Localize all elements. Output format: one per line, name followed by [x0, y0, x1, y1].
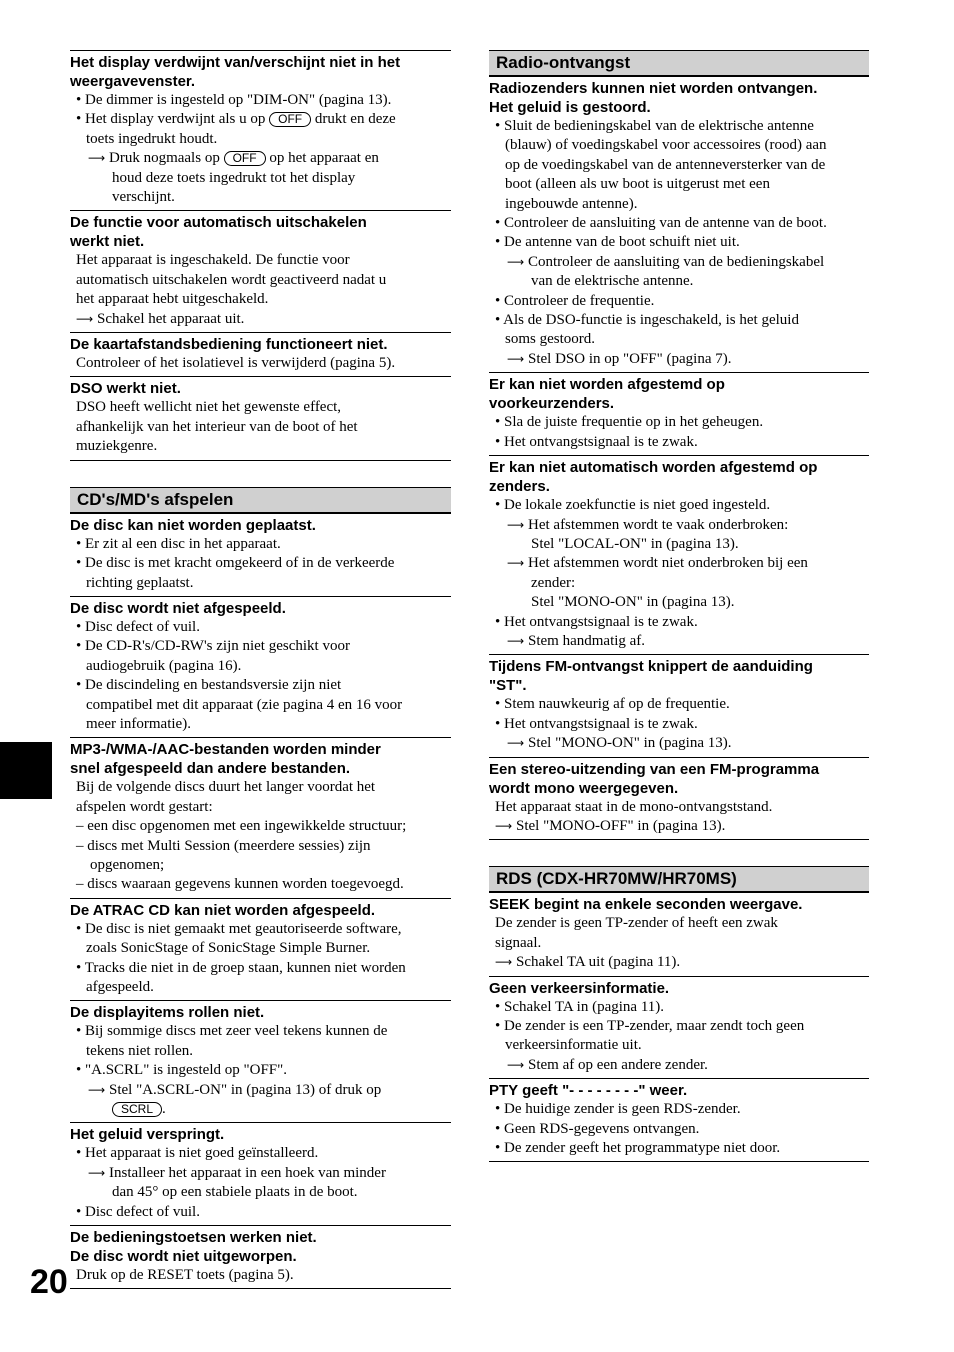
text-line	[489, 574, 869, 593]
text-line	[70, 574, 451, 593]
text-line	[70, 1061, 451, 1080]
text-line	[489, 1120, 869, 1139]
trouble-entry	[70, 1226, 451, 1289]
section-header: CD's/MD's afspelen	[70, 487, 451, 513]
line-text: opgenomen;	[90, 856, 165, 873]
problem-title: De disc kan niet worden geplaatst.	[70, 516, 316, 534]
line-text: • De antenne van de boot schuift niet uit.	[495, 234, 740, 251]
line-text: • De zender is een TP-zender, maar zendt toch geen	[495, 1018, 805, 1034]
problem-title: Het display verdwijnt van/verschijnt niet in het	[70, 54, 401, 71]
line-text: Stem handmatig af.	[528, 632, 646, 649]
solution-line	[489, 516, 869, 535]
solution-line	[70, 149, 451, 168]
line-text: • Stem nauwkeurig af op de frequentie.	[495, 696, 730, 713]
trouble-entry	[70, 50, 451, 211]
text-line	[70, 618, 451, 637]
text-line	[70, 1042, 451, 1061]
line-text: toets ingedrukt houdt.	[86, 130, 218, 147]
line-text: verkeersinformatie uit.	[505, 1037, 642, 1054]
text-line	[70, 837, 451, 856]
text-line	[70, 875, 451, 894]
line-text: – discs waaraan gegevens kunnen worden toegevoegd.	[76, 876, 404, 893]
line-text: verschijnt.	[112, 189, 175, 206]
solution-line	[489, 554, 869, 573]
problem-title: Het geluid verspringt.	[70, 1126, 225, 1144]
text-line	[489, 311, 869, 330]
text-line	[489, 496, 869, 515]
text-line	[70, 354, 451, 373]
text-line	[489, 1139, 869, 1158]
line-text: • Bij sommige discs met zeer veel tekens kunnen de	[76, 1023, 388, 1040]
solution-line	[489, 253, 869, 272]
line-text-continued: .	[162, 1101, 166, 1118]
line-text: • Het display verdwijnt als u op	[76, 111, 266, 128]
text-line	[70, 271, 451, 290]
section-tab-marker	[0, 742, 52, 799]
problem-title: De functie voor automatisch uitschakelen	[70, 214, 367, 232]
problem-title: weergavevenster.	[70, 73, 196, 90]
button-label-off: OFF	[224, 151, 266, 166]
section-header: Radio-ontvangst	[489, 50, 869, 76]
line-text: afspelen wordt gestart:	[76, 798, 213, 815]
line-text: • Controleer de aansluiting van de antenne van de boot.	[495, 215, 827, 232]
text-line	[70, 91, 451, 110]
line-text: Het apparaat staat in de mono-ontvangststand.	[495, 798, 773, 815]
solution-line	[489, 1056, 869, 1075]
text-line	[70, 939, 451, 958]
line-text: Bij de volgende discs duurt het langer voordat het	[76, 779, 376, 796]
trouble-entry	[489, 977, 869, 1080]
text-line	[70, 1183, 451, 1202]
arrow-right-icon: ⟶	[507, 254, 525, 269]
line-text: Stel "MONO-ON" in (pagina 13).	[528, 735, 732, 752]
line-text: • Geen RDS-gegevens ontvangen.	[495, 1120, 700, 1137]
text-line	[489, 914, 869, 933]
line-text: – discs met Multi Session (meerdere sessies) zijn	[76, 837, 371, 854]
text-line	[70, 169, 451, 188]
trouble-entry	[489, 892, 869, 976]
line-text: zender:	[531, 574, 576, 591]
text-line	[489, 117, 869, 136]
line-text: De zender is geen TP-zender of heeft een zwak	[495, 915, 778, 932]
problem-title: voorkeurzenders.	[489, 395, 615, 413]
text-line	[70, 110, 451, 129]
solution-line	[489, 953, 869, 972]
line-text: meer informatie).	[86, 715, 191, 732]
problem-title: "ST".	[489, 677, 527, 695]
solution-line	[489, 350, 869, 369]
text-line	[489, 798, 869, 817]
problem-title: snel afgespeeld dan andere bestanden.	[70, 760, 351, 778]
text-line	[70, 554, 451, 573]
line-text: • Het ontvangstsignaal is te zwak.	[495, 715, 698, 732]
line-text: • De discindeling en bestandsversie zijn niet	[76, 677, 342, 694]
problem-title: MP3-/WMA-/AAC-bestanden worden minder	[70, 741, 381, 759]
text-line	[70, 959, 451, 978]
trouble-entry	[70, 513, 451, 597]
text-line	[70, 1203, 451, 1222]
text-line	[489, 535, 869, 554]
line-text: Schakel het apparaat uit.	[97, 310, 245, 327]
line-text: Stem af op een andere zender.	[528, 1056, 708, 1073]
line-text: • Controleer de frequentie.	[495, 292, 655, 309]
arrow-right-icon: ⟶	[88, 1082, 106, 1097]
section-header: RDS (CDX-HR70MW/HR70MS)	[489, 866, 869, 892]
line-text: DSO heeft wellicht niet het gewenste effect,	[76, 399, 342, 416]
trouble-entry	[489, 1079, 869, 1162]
text-line	[489, 233, 869, 252]
text-line	[489, 1036, 869, 1055]
arrow-right-icon: ⟶	[88, 1165, 106, 1180]
line-text: • De huidige zender is geen RDS-zender.	[495, 1101, 741, 1118]
line-text: automatisch uitschakelen wordt geactiveerd nadat u	[76, 271, 387, 288]
trouble-entry	[70, 899, 451, 1002]
button-label-scrl: SCRL	[112, 1102, 162, 1117]
arrow-right-icon: ⟶	[507, 736, 525, 751]
line-text: • Het apparaat is niet goed geïnstalleerd.	[76, 1145, 319, 1162]
text-line	[70, 130, 451, 149]
arrow-right-icon: ⟶	[507, 633, 525, 648]
text-line	[70, 535, 451, 554]
text-line	[489, 613, 869, 632]
text-line	[70, 778, 451, 797]
text-line	[70, 418, 451, 437]
line-text-continued: op het apparaat en	[269, 150, 379, 167]
problem-title: De disc wordt niet uitgeworpen.	[70, 1248, 297, 1266]
line-text: houd deze toets ingedrukt tot het display	[112, 169, 356, 186]
right-column	[489, 50, 869, 1162]
text-line	[489, 934, 869, 953]
line-text: • De CD-R's/CD-RW's zijn niet geschikt voor	[76, 638, 350, 655]
trouble-entry	[70, 597, 451, 738]
line-text: Stel DSO in op "OFF" (pagina 7).	[528, 350, 732, 367]
line-text: Controleer of het isolatievel is verwijderd (pagina 5).	[76, 355, 396, 372]
line-text: signaal.	[495, 934, 542, 951]
line-text: • De disc is met kracht omgekeerd of in de verkeerde	[76, 555, 395, 572]
left-column	[70, 50, 451, 1289]
line-text: het apparaat hebt uitgeschakeld.	[76, 291, 269, 308]
trouble-entry	[70, 377, 451, 460]
text-line	[489, 413, 869, 432]
line-text: • De zender geeft het programmatype niet door.	[495, 1140, 781, 1157]
line-text: soms gestoord.	[505, 331, 595, 348]
trouble-entry	[70, 333, 451, 377]
problem-title: De disc wordt niet afgespeeld.	[70, 599, 286, 617]
line-text: dan 45° op een stabiele plaats in de boot.	[112, 1184, 358, 1201]
line-text: • Sluit de bedieningskabel van de elektrische antenne	[495, 118, 814, 134]
text-line	[489, 433, 869, 452]
line-text: afgespeeld.	[86, 979, 154, 995]
arrow-right-icon: ⟶	[507, 517, 525, 532]
line-text: • Disc defect of vuil.	[76, 1203, 200, 1220]
button-label-off: OFF	[269, 112, 311, 127]
text-line	[70, 1144, 451, 1163]
text-line	[70, 1266, 451, 1285]
text-line	[489, 156, 869, 175]
problem-title: DSO werkt niet.	[70, 380, 181, 398]
line-text: afhankelijk van het interieur van de boot of het	[76, 418, 358, 435]
problem-title: Radiozenders kunnen niet worden ontvangen.	[489, 80, 818, 97]
trouble-entry	[489, 758, 869, 841]
line-text: • Disc defect of vuil.	[76, 618, 200, 635]
line-text: op de voedingskabel van de antenneversterker van de	[505, 156, 826, 173]
trouble-entry	[489, 373, 869, 456]
arrow-right-icon: ⟶	[88, 151, 106, 166]
line-text: Stel "MONO-OFF" in (pagina 13).	[516, 817, 726, 834]
trouble-entry	[70, 1001, 451, 1123]
problem-title: SEEK begint na enkele seconden weergave.	[489, 896, 803, 914]
text-line	[489, 292, 869, 311]
text-line	[70, 437, 451, 456]
line-text: Stel "A.SCRL-ON" in (pagina 13) of druk op	[109, 1081, 382, 1098]
text-line	[70, 856, 451, 875]
line-text: • De lokale zoekfunctie is niet goed ingesteld.	[495, 497, 771, 514]
line-text: Controleer de aansluiting van de bedieningskabel	[528, 253, 825, 270]
solution-line	[70, 1081, 451, 1100]
line-text: • Tracks die niet in de groep staan, kunnen niet worden	[76, 959, 406, 976]
text-line	[70, 817, 451, 836]
trouble-entry	[70, 738, 451, 898]
problem-title: Tijdens FM-ontvangst knippert de aanduiding	[489, 658, 813, 676]
problem-title: zenders.	[489, 478, 550, 496]
problem-title: wordt mono weergegeven.	[489, 779, 679, 797]
line-text: Druk op de RESET toets (pagina 5).	[76, 1267, 294, 1284]
problem-title: werkt niet.	[70, 233, 145, 251]
problem-title: Geen verkeersinformatie.	[489, 979, 670, 997]
text-line	[489, 998, 869, 1017]
line-text: (blauw) of voedingskabel voor accessoires (rood) aan	[505, 137, 827, 154]
text-line	[70, 1100, 451, 1119]
line-text: Druk nogmaals op	[109, 150, 220, 167]
arrow-right-icon: ⟶	[76, 311, 94, 326]
line-text: • De disc is niet gemaakt met geautoriseerde software,	[76, 920, 402, 937]
problem-title: Het geluid is gestoord.	[489, 99, 651, 116]
text-line	[70, 188, 451, 207]
line-text-continued: drukt en deze	[314, 111, 396, 128]
text-line	[70, 398, 451, 417]
text-line	[70, 978, 451, 997]
text-line	[70, 251, 451, 270]
arrow-right-icon: ⟶	[495, 818, 513, 833]
problem-title: De bedieningstoetsen werken niet.	[70, 1229, 317, 1247]
problem-title: PTY geeft "- - - - - - - -" weer.	[489, 1082, 688, 1100]
line-text: • Schakel TA in (pagina 11).	[495, 998, 665, 1015]
line-text: • Het ontvangstsignaal is te zwak.	[495, 613, 698, 630]
line-text: – een disc opgenomen met een ingewikkelde structuur;	[76, 818, 407, 835]
text-line	[489, 175, 869, 194]
line-text: Stel "LOCAL-ON" in (pagina 13).	[531, 535, 739, 552]
solution-line	[70, 1164, 451, 1183]
problem-title: Er kan niet automatisch worden afgestemd op	[489, 459, 818, 477]
page-number: 20	[30, 1263, 68, 1301]
solution-line	[489, 632, 869, 651]
line-text: boot (alleen als uw boot is uitgerust met een	[505, 176, 770, 193]
text-line	[489, 593, 869, 612]
line-text: compatibel met dit apparaat (zie pagina 4 en 16 voor	[86, 696, 403, 713]
line-text: muziekgenre.	[76, 438, 158, 455]
text-line	[70, 715, 451, 734]
trouble-entry	[489, 76, 869, 373]
text-line	[70, 676, 451, 695]
line-text: • Als de DSO-functie is ingeschakeld, is het geluid	[495, 312, 799, 329]
line-text: Het apparaat is ingeschakeld. De functie voor	[76, 252, 350, 269]
text-line	[489, 715, 869, 734]
trouble-entry	[70, 211, 451, 333]
problem-title: Een stereo-uitzending van een FM-programma	[489, 760, 820, 778]
line-text: Het afstemmen wordt niet onderbroken bij een	[528, 555, 808, 572]
solution-line	[489, 734, 869, 753]
line-text: Installeer het apparaat in een hoek van minder	[109, 1164, 386, 1181]
text-line	[70, 637, 451, 656]
problem-title: De displayitems rollen niet.	[70, 1004, 265, 1022]
text-line	[489, 330, 869, 349]
text-line	[70, 1022, 451, 1041]
line-text: • "A.SCRL" is ingesteld op "OFF".	[76, 1062, 288, 1079]
text-line	[70, 657, 451, 676]
line-text: • Het ontvangstsignaal is te zwak.	[495, 433, 698, 450]
text-line	[489, 214, 869, 233]
text-line	[489, 695, 869, 714]
text-line	[70, 920, 451, 939]
line-text: van de elektrische antenne.	[531, 273, 694, 290]
line-text: • De dimmer is ingesteld op "DIM-ON" (pagina 13).	[76, 92, 392, 108]
problem-title: Er kan niet worden afgestemd op	[489, 376, 725, 394]
trouble-entry	[489, 456, 869, 655]
line-text: richting geplaatst.	[86, 574, 194, 591]
text-line	[489, 136, 869, 155]
text-line	[489, 272, 869, 291]
line-text: audiogebruik (pagina 16).	[86, 657, 242, 674]
line-text: Het afstemmen wordt te vaak onderbroken:	[528, 516, 789, 533]
solution-line	[489, 817, 869, 836]
text-line	[489, 195, 869, 214]
problem-title: De ATRAC CD kan niet worden afgespeeld.	[70, 901, 376, 919]
line-text: • Er zit al een disc in het apparaat.	[76, 535, 281, 552]
text-line	[489, 1100, 869, 1119]
text-line	[70, 798, 451, 817]
arrow-right-icon: ⟶	[507, 351, 525, 366]
line-text: • Sla de juiste frequentie op in het geheugen.	[495, 414, 764, 431]
arrow-right-icon: ⟶	[507, 1057, 525, 1072]
trouble-entry	[489, 655, 869, 757]
solution-line	[70, 310, 451, 329]
text-line	[70, 696, 451, 715]
line-text: zoals SonicStage of SonicStage Simple Burner.	[86, 940, 371, 957]
problem-title: De kaartafstandsbediening functioneert niet.	[70, 336, 388, 354]
line-text: Stel "MONO-ON" in (pagina 13).	[531, 594, 735, 611]
line-text: ingebouwde antenne).	[505, 195, 638, 212]
arrow-right-icon: ⟶	[495, 955, 513, 970]
trouble-entry	[70, 1123, 451, 1226]
text-line	[489, 1017, 869, 1036]
line-text: tekens niet rollen.	[86, 1042, 194, 1059]
line-text: Schakel TA uit (pagina 11).	[516, 954, 681, 971]
arrow-right-icon: ⟶	[507, 556, 525, 571]
text-line	[70, 290, 451, 309]
